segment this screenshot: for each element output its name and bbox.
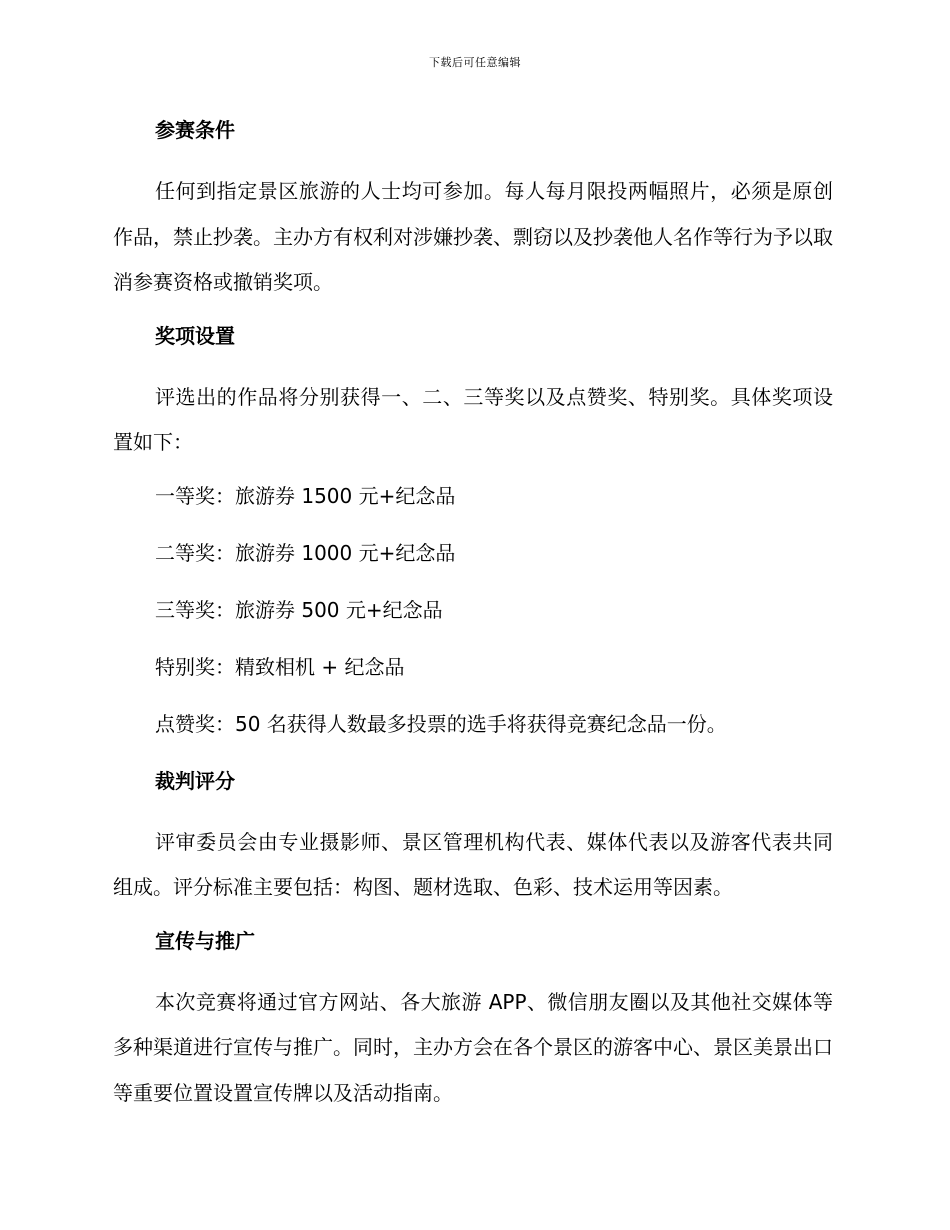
- section-paragraph-promotion: 本次竞赛将通过官方网站、各大旅游 APP、微信朋友圈以及其他社交媒体等多种渠道进行宣传与推广。同时，主办方会在各个景区的游客中心、景区美景出口等重要位置设置宣传牌以及活动指南。: [113, 989, 833, 1105]
- section-heading-eligibility: 参赛条件: [155, 118, 235, 142]
- award-item-special: 特别奖：精致相机 + 纪念品: [155, 654, 405, 679]
- section-heading-judging: 裁判评分: [155, 768, 235, 793]
- award-item-likes: 点赞奖：50 名获得人数最多投票的选手将获得竞赛纪念品一份。: [155, 711, 727, 736]
- award-item-first: 一等奖：旅游券 1500 元+纪念品: [155, 483, 456, 508]
- section-paragraph-eligibility: 任何到指定景区旅游的人士均可参加。每人每月限投两幅照片，必须是原创作品，禁止抄袭。主办方有权利对涉嫌抄袭、剽窃以及抄袭他人名作等行为予以取消参赛资格或撤销奖项。: [113, 179, 833, 294]
- document-body: [113, 112, 833, 1128]
- page-header-note: 下载后可任意编辑: [429, 56, 521, 69]
- section-paragraph-judging: 评审委员会由专业摄影师、景区管理机构代表、媒体代表以及游客代表共同组成。评分标准主要包括：构图、题材选取、色彩、技术运用等因素。: [113, 829, 833, 899]
- award-item-second: 二等奖：旅游券 1000 元+纪念品: [155, 540, 456, 565]
- section-heading-awards: 奖项设置: [155, 323, 235, 348]
- section-paragraph-awards: 评选出的作品将分别获得一、二、三等奖以及点赞奖、特别奖。具体奖项设置如下：: [113, 384, 833, 454]
- award-item-third: 三等奖：旅游券 500 元+纪念品: [155, 597, 443, 622]
- section-heading-promotion: 宣传与推广: [155, 928, 255, 953]
